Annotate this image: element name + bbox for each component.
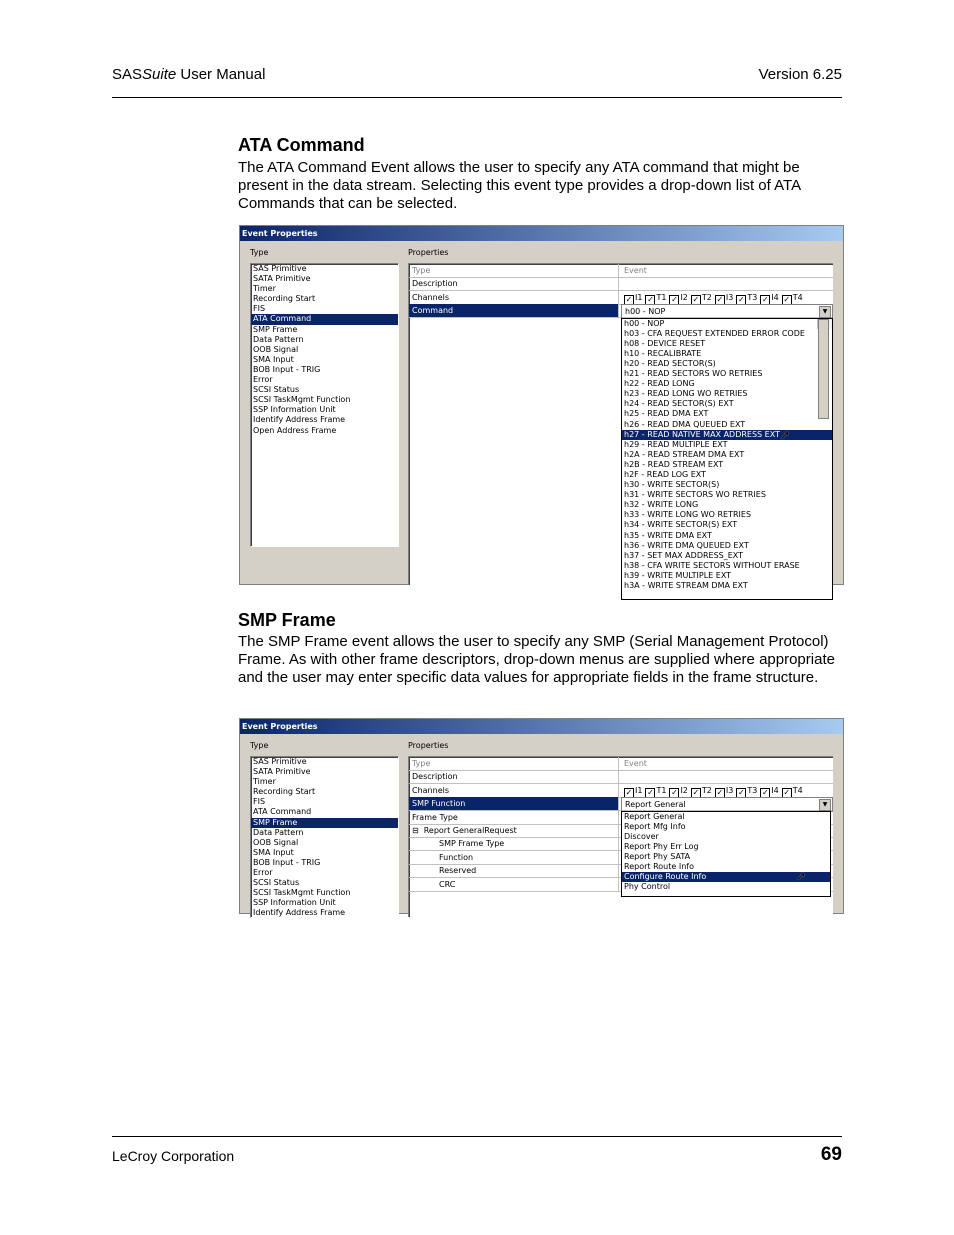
property-value bbox=[621, 277, 833, 290]
property-name: Channels bbox=[409, 784, 619, 797]
channel-label: I4 bbox=[771, 292, 779, 302]
type-list-item[interactable]: Identify Address Frame bbox=[253, 415, 346, 425]
channel-label: I1 bbox=[635, 292, 643, 302]
property-row[interactable] bbox=[409, 277, 833, 291]
channel-label: I2 bbox=[680, 292, 688, 302]
channel-label: I2 bbox=[680, 785, 688, 795]
dropdown-item[interactable]: h2F - READ LOG EXT bbox=[624, 470, 707, 479]
event-properties-dialog-ata bbox=[239, 225, 844, 591]
channel-checkbox[interactable] bbox=[736, 291, 757, 305]
type-list-item[interactable]: SCSI TaskMgmt Function bbox=[253, 395, 351, 405]
property-name: SMP Function bbox=[409, 797, 619, 810]
type-list-item[interactable]: Timer bbox=[253, 777, 276, 787]
channel-label: I3 bbox=[725, 785, 734, 795]
dropdown-item[interactable]: h27 - READ NATIVE MAX ADDRESS EXT bbox=[622, 430, 832, 440]
header-rule bbox=[112, 97, 842, 98]
tree-collapse-icon[interactable]: ⊟ bbox=[412, 826, 419, 835]
check-icon: ✓ bbox=[783, 787, 791, 797]
dropdown-item[interactable]: h26 - READ DMA QUEUED EXT bbox=[624, 419, 746, 429]
type-list-item[interactable]: SSP Information Unit bbox=[253, 405, 336, 415]
channel-checkbox[interactable] bbox=[669, 291, 687, 305]
property-row[interactable] bbox=[409, 797, 833, 811]
properties-grid bbox=[408, 756, 833, 917]
check-icon: ✓ bbox=[716, 294, 724, 304]
dropdown-item[interactable]: h38 - CFA WRITE SECTORS WITHOUT ERASE bbox=[624, 560, 800, 570]
check-icon: ✓ bbox=[625, 787, 633, 797]
running-header-version: Version 6.25 bbox=[758, 66, 842, 83]
brand-prefix: SAS bbox=[112, 66, 143, 83]
type-list-item[interactable]: OOB Signal bbox=[253, 837, 299, 847]
type-list-item[interactable]: Recording Start bbox=[253, 294, 316, 304]
section-heading-smp-frame: SMP Frame bbox=[238, 610, 336, 630]
property-row[interactable] bbox=[409, 784, 833, 798]
check-icon: ✓ bbox=[625, 294, 633, 304]
type-list-item[interactable]: Error bbox=[253, 375, 273, 385]
type-list-item[interactable]: SAS Primitive bbox=[253, 757, 307, 766]
property-value-text: Event bbox=[624, 759, 647, 768]
property-value-text: Report General bbox=[625, 800, 686, 810]
type-list[interactable] bbox=[250, 756, 399, 918]
type-list-item[interactable]: Timer bbox=[253, 284, 276, 294]
property-name: Frame Type bbox=[409, 811, 619, 824]
dropdown-item[interactable]: Discover bbox=[624, 831, 659, 841]
check-icon: ✓ bbox=[692, 787, 700, 797]
property-name: Type bbox=[409, 757, 619, 770]
dropdown-item[interactable]: Report Phy Err Log bbox=[624, 841, 699, 851]
property-value bbox=[621, 770, 833, 783]
section-heading-ata-command: ATA Command bbox=[238, 135, 365, 155]
channel-checkbox[interactable] bbox=[691, 784, 712, 798]
property-row[interactable] bbox=[409, 291, 833, 305]
dropdown-item[interactable]: Configure Route Info bbox=[622, 872, 830, 882]
dropdown-item[interactable]: h08 - DEVICE RESET bbox=[624, 338, 706, 348]
check-icon: ✓ bbox=[671, 294, 678, 304]
property-name-text: Report GeneralRequest bbox=[423, 826, 517, 835]
page-number: 69 bbox=[820, 1144, 842, 1165]
check-icon: ✓ bbox=[783, 294, 791, 304]
check-icon: ✓ bbox=[761, 787, 769, 797]
type-list-item[interactable]: SAS Primitive bbox=[253, 264, 307, 273]
dropdown-item[interactable]: Report Route Info bbox=[624, 862, 694, 872]
property-name: SMP Frame Type bbox=[409, 837, 619, 850]
type-list-item[interactable]: SMP Frame bbox=[253, 324, 298, 334]
channel-checkbox[interactable] bbox=[760, 784, 778, 798]
property-name: Type bbox=[409, 264, 619, 277]
channel-label: T3 bbox=[747, 785, 758, 795]
check-icon: ✓ bbox=[716, 787, 724, 797]
property-row[interactable] bbox=[409, 304, 833, 318]
dropdown-item[interactable]: h03 - CFA REQUEST EXTENDED ERROR CODE bbox=[624, 328, 805, 338]
dropdown-item[interactable]: h25 - READ DMA EXT bbox=[624, 409, 709, 419]
dropdown-item[interactable]: h2A - READ STREAM DMA EXT bbox=[624, 449, 745, 459]
check-icon: ✓ bbox=[761, 294, 769, 304]
channel-checkbox[interactable] bbox=[782, 784, 803, 798]
type-list[interactable] bbox=[250, 263, 399, 547]
check-icon: ✓ bbox=[647, 294, 654, 304]
property-value bbox=[621, 264, 833, 277]
dropdown-item[interactable]: h33 - WRITE LONG WO RETRIES bbox=[624, 510, 752, 520]
channel-label: T3 bbox=[747, 292, 758, 302]
property-value-text: h00 - NOP bbox=[625, 307, 666, 317]
type-label: Type bbox=[250, 741, 269, 750]
dropdown-item[interactable]: h23 - READ LONG WO RETRIES bbox=[624, 389, 748, 399]
property-name: Command bbox=[409, 304, 619, 317]
type-list-item[interactable]: BOB Input - TRIG bbox=[253, 364, 321, 374]
mouse-pointer-icon: ➚ bbox=[780, 427, 791, 442]
channel-checkbox[interactable] bbox=[624, 784, 642, 798]
channel-label: T1 bbox=[656, 292, 667, 302]
type-list-item[interactable]: ATA Command bbox=[251, 314, 398, 324]
type-list-item[interactable]: SMA Input bbox=[253, 847, 294, 857]
channel-label: I3 bbox=[725, 292, 734, 302]
section-paragraph-smp-frame: The SMP Frame event allows the user to specify any SMP (Serial Management Protocol) Frame. As with other frame descriptors, drop-down menus are supplied where appropriate and the user may enter specific data values for appropriate fields in the frame structure. bbox=[238, 633, 835, 686]
dialog-title: Event Properties bbox=[240, 226, 843, 241]
running-header-title bbox=[112, 66, 265, 83]
dropdown-list[interactable] bbox=[621, 811, 831, 897]
channel-label: T1 bbox=[656, 785, 667, 795]
property-row[interactable] bbox=[409, 264, 833, 278]
channel-checkbox[interactable] bbox=[669, 784, 687, 798]
channel-checkbox[interactable] bbox=[736, 784, 757, 798]
property-value bbox=[621, 291, 833, 304]
property-row[interactable] bbox=[409, 757, 833, 771]
dropdown-item[interactable]: h34 - WRITE SECTOR(S) EXT bbox=[624, 520, 738, 530]
dropdown-item[interactable]: h35 - WRITE DMA EXT bbox=[624, 530, 712, 540]
check-icon: ✓ bbox=[692, 294, 700, 304]
type-list-item[interactable]: SMA Input bbox=[253, 354, 294, 364]
dropdown-item[interactable]: h10 - RECALIBRATE bbox=[624, 348, 702, 358]
dropdown-item[interactable]: Report General bbox=[624, 811, 685, 821]
channel-checkbox[interactable] bbox=[645, 784, 666, 798]
type-list-item[interactable]: FIS bbox=[253, 797, 266, 807]
type-list-item[interactable]: SCSI Status bbox=[253, 385, 300, 395]
type-list-item[interactable]: SMP Frame bbox=[251, 818, 398, 828]
dialog-title: Event Properties bbox=[240, 719, 843, 734]
dropdown-item[interactable]: h39 - WRITE MULTIPLE EXT bbox=[624, 570, 732, 580]
dropdown-item[interactable]: h20 - READ SECTOR(S) bbox=[624, 358, 716, 368]
type-list-item[interactable]: Data Pattern bbox=[253, 827, 304, 837]
section-paragraph-ata-command: The ATA Command Event allows the user to specify any ATA command that might be present in the data stream. Selecting this event type provides a drop-down list of ATA Commands that can be selected. bbox=[238, 159, 801, 212]
property-name: Description bbox=[409, 770, 619, 783]
dropdown-item[interactable]: Report Phy SATA bbox=[624, 851, 691, 861]
check-icon: ✓ bbox=[737, 787, 745, 797]
dropdown-list[interactable] bbox=[621, 318, 833, 600]
dropdown-item[interactable]: h37 - SET MAX ADDRESS_EXT bbox=[624, 550, 744, 560]
check-icon: ✓ bbox=[737, 294, 745, 304]
type-list-item[interactable]: SATA Primitive bbox=[253, 767, 311, 777]
type-list-item[interactable]: Open Address Frame bbox=[253, 425, 337, 435]
chevron-down-icon[interactable]: ▼ bbox=[819, 306, 831, 318]
type-label: Type bbox=[250, 248, 269, 257]
channel-checkbox[interactable] bbox=[645, 291, 666, 305]
footer-rule bbox=[112, 1136, 842, 1137]
dropdown-scrollbar[interactable] bbox=[817, 319, 832, 329]
check-icon: ✓ bbox=[647, 787, 654, 797]
type-list-item[interactable]: Data Pattern bbox=[253, 334, 304, 344]
channel-checkbox[interactable] bbox=[715, 291, 733, 305]
channel-checkbox[interactable] bbox=[760, 291, 778, 305]
properties-grid bbox=[408, 263, 833, 591]
dropdown-item[interactable]: h29 - READ MULTIPLE EXT bbox=[624, 439, 728, 449]
dropdown-item[interactable]: h36 - WRITE DMA QUEUED EXT bbox=[624, 540, 749, 550]
dropdown-item[interactable]: Report Mfg Info bbox=[624, 821, 686, 831]
property-row[interactable] bbox=[409, 770, 833, 784]
dropdown-item[interactable]: Phy Control bbox=[624, 882, 671, 892]
dropdown-item[interactable]: h31 - WRITE SECTORS WO RETRIES bbox=[624, 490, 766, 500]
footer-company: LeCroy Corporation bbox=[112, 1148, 235, 1164]
dropdown-item[interactable]: h32 - WRITE LONG bbox=[624, 500, 699, 510]
property-value-text: Event bbox=[624, 266, 647, 275]
check-icon: ✓ bbox=[671, 787, 678, 797]
type-list-item[interactable]: SCSI Status bbox=[253, 878, 300, 888]
channel-label: T4 bbox=[792, 292, 803, 302]
property-name: Function bbox=[409, 851, 619, 864]
type-list-item[interactable]: BOB Input - TRIG bbox=[253, 857, 321, 867]
dropdown-item[interactable]: h00 - NOP bbox=[624, 318, 665, 328]
event-properties-dialog-smp bbox=[239, 718, 844, 918]
brand-italic: Suite bbox=[142, 66, 177, 83]
type-list-item[interactable]: OOB Signal bbox=[253, 344, 299, 354]
channel-checkbox[interactable] bbox=[691, 291, 712, 305]
type-list-item[interactable]: SATA Primitive bbox=[253, 274, 311, 284]
channel-label: I1 bbox=[635, 785, 643, 795]
type-list-item[interactable]: Recording Start bbox=[253, 787, 316, 797]
type-list-item[interactable]: Error bbox=[253, 868, 273, 878]
dropdown-item[interactable]: h3A - WRITE STREAM DMA EXT bbox=[624, 581, 748, 591]
type-list-item[interactable]: FIS bbox=[253, 304, 266, 314]
property-name: Description bbox=[409, 277, 619, 290]
channel-label: T4 bbox=[792, 785, 803, 795]
channel-checkbox[interactable] bbox=[624, 291, 642, 305]
type-list-item[interactable]: Identify Address Frame bbox=[253, 908, 346, 918]
dropdown-item[interactable]: h24 - READ SECTOR(S) EXT bbox=[624, 399, 734, 409]
property-name: Reserved bbox=[409, 864, 619, 877]
properties-label: Properties bbox=[408, 741, 449, 750]
property-name: CRC bbox=[409, 878, 619, 891]
scrollbar-thumb[interactable] bbox=[818, 319, 829, 419]
properties-label: Properties bbox=[408, 248, 449, 257]
chevron-down-icon[interactable]: ▼ bbox=[819, 799, 831, 811]
property-value bbox=[621, 784, 833, 797]
channel-checkbox[interactable] bbox=[782, 291, 803, 305]
dropdown-item[interactable]: h22 - READ LONG bbox=[624, 379, 695, 389]
property-value bbox=[621, 757, 833, 770]
channel-label: I4 bbox=[771, 785, 779, 795]
dropdown-item[interactable]: h30 - WRITE SECTOR(S) bbox=[624, 480, 720, 490]
type-list-item[interactable]: SCSI TaskMgmt Function bbox=[253, 888, 351, 898]
dropdown-item[interactable]: h21 - READ SECTORS WO RETRIES bbox=[624, 369, 763, 379]
type-list-item[interactable]: SSP Information Unit bbox=[253, 898, 336, 908]
manual-suffix: User Manual bbox=[176, 66, 266, 83]
type-list-item[interactable]: ATA Command bbox=[253, 807, 312, 817]
property-name: Channels bbox=[409, 291, 619, 304]
mouse-pointer-icon: ➚ bbox=[796, 869, 807, 884]
property-name bbox=[409, 824, 619, 837]
channel-checkbox[interactable] bbox=[715, 784, 733, 798]
channel-label: T2 bbox=[701, 785, 712, 795]
dropdown-item[interactable]: h2B - READ STREAM EXT bbox=[624, 459, 724, 469]
channel-label: T2 bbox=[701, 292, 712, 302]
